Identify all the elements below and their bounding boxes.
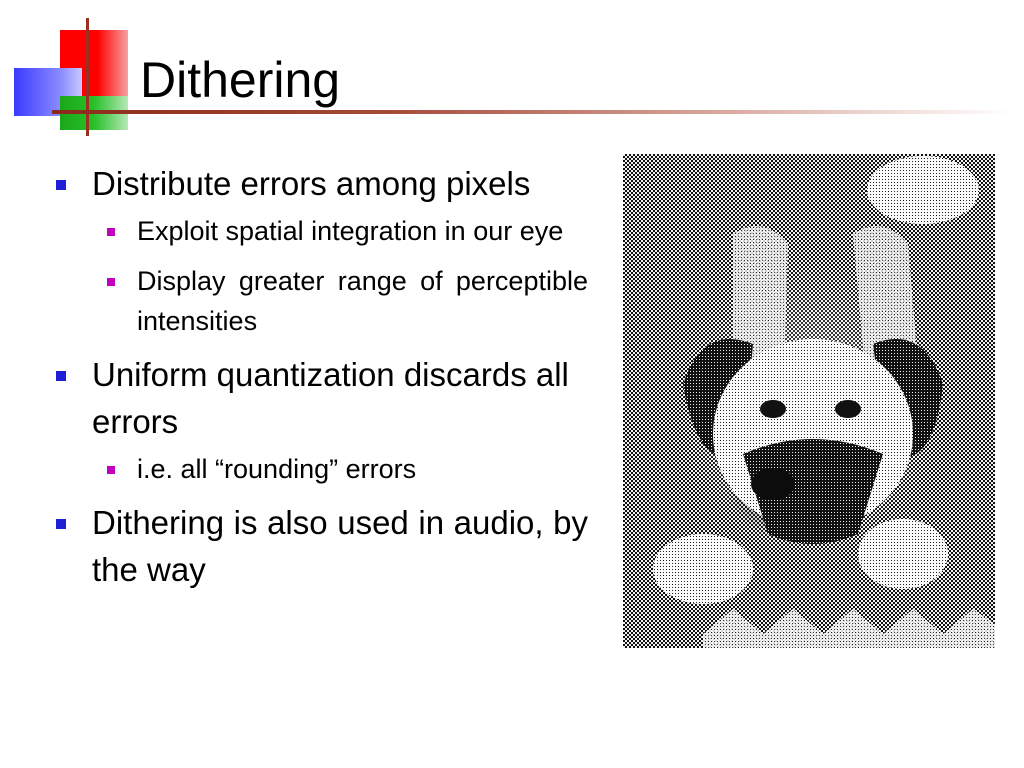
title-underline-rule [52, 110, 1012, 114]
dithered-dog-image [623, 154, 995, 648]
dog-eye-left [760, 400, 786, 418]
dog-paw-right [858, 519, 948, 589]
bullet-2-text: Uniform quantization discards all errors [92, 356, 569, 440]
decor-vertical-rule [86, 18, 89, 136]
ball-shape [867, 156, 979, 224]
bullet-3-text: Dithering is also used in audio, by the way [92, 504, 588, 588]
sub-bullet-square-icon [107, 278, 115, 286]
bullet-2-sub-1-text: i.e. all “rounding” errors [137, 454, 417, 484]
slide-title: Dithering [140, 52, 341, 108]
bullet-1-sub-2-text: Display greater range of perceptible intensities [137, 266, 588, 336]
bullet-1 [52, 160, 588, 341]
dog-paw-left [653, 534, 753, 604]
dog-silhouette [623, 154, 995, 648]
bullet-3 [52, 499, 588, 593]
bullet-2 [52, 351, 588, 489]
bullet-square-icon [56, 519, 66, 529]
sub-bullet-square-icon [107, 228, 115, 236]
bullet-2-sub-1 [52, 449, 588, 489]
bullet-square-icon [56, 371, 66, 381]
bullet-square-icon [56, 180, 66, 190]
bullet-1-sub-1-text: Exploit spatial integration in our eye [137, 216, 564, 246]
dog-nose [751, 468, 795, 500]
dog-eye-right [835, 400, 861, 418]
bullet-list [52, 160, 588, 599]
bullet-1-text: Distribute errors among pixels [92, 165, 531, 202]
sub-bullet-square-icon [107, 466, 115, 474]
bullet-1-sub-2 [52, 261, 588, 341]
carpet-pattern [703, 609, 995, 648]
bullet-1-sub-1 [52, 211, 588, 251]
